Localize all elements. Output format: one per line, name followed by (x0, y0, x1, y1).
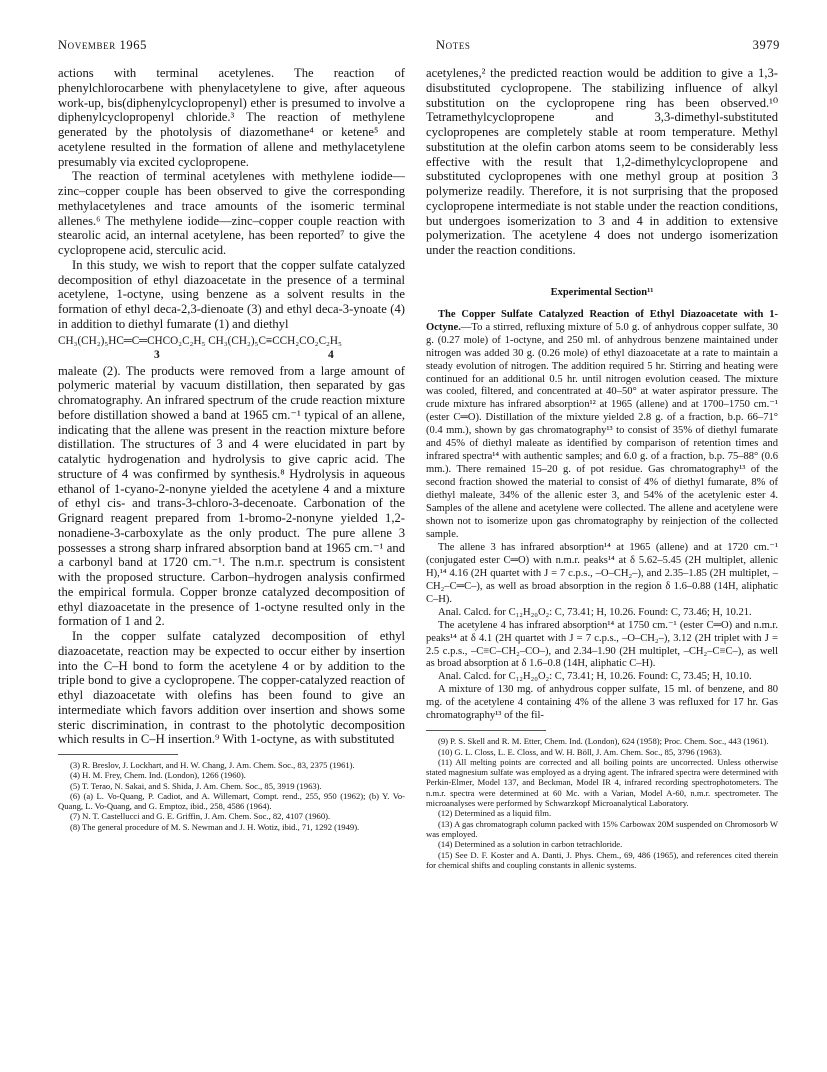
footnote: (5) T. Terao, N. Sakai, and S. Shida, J. Am. Chem. Soc., 85, 3919 (1963). (70, 780, 322, 791)
footnote: (14) Determined as a solution in carbon tetrachloride. (438, 839, 623, 850)
experimental-paragraph: The allene 3 has infrared absorption¹⁴ at 1965 (allene) and at 1720 cm.⁻¹ (conjugated ester C═O) with n.m.r. peaks¹⁴ at δ 5.62–5.45 (2H multiplet, allenic H),¹⁴ 4.16 (2H quartet with J = 7 c.p.s., –O–CH₂–), and 2.35–1.85 (2H multiplet, –CH₂–C═C–), as well as broad absorption in the region δ 1.6–0.88 (14H, aliphatic C–H). (426, 541, 778, 605)
experimental-text: —To a stirred, refluxing mixture of 5.0 g. of anhydrous copper sulfate, 30 g. (0.27 mole) of 1-octyne, and 250 ml. of anhydrous benzene maintained under nitrogen was added 30 g. (0.26 mole) of ethyl diazoacetate at a rate to maintain a steady evolution of nitrogen. The addition required 5 hr. Stirring and heating were continued for an additional 0.5 hr. until nitrogen evolution ceased. The mixture was cooled, filtered, and concentrated at 40–50° at water aspirator pressure. The crude mixture has infrared absorption¹² at 1965 (allene) and at 1700–1750 cm.⁻¹ (ester C═O). Distillation of the mixture yielded 2.8 g. of a fraction, b.p. 66–71° (0.4 mm.), shown by gas chromatography¹³ to consist of 35% of diethyl fumarate and 45% of diethyl maleate as identified by comparison of retention times and infrared spectra¹⁴ with authentic samples; and 6.0 g. of a fraction, b.p. 75–88° (0.6 mm.). There remained 15–20 g. of pot residue. Gas chromatography¹³ of the second fraction showed the material to consist of 4% of diethyl fumarate, 8% of diethyl maleate, 34% of the allenic ester 3, and 54% of the acetylenic ester 4. Samples of the allene and acetylene were collected. The allene and acetylene were shown not to isomerize upon gas chromatography by reinjection of the collected sample. (426, 321, 778, 540)
analysis-line: Anal. Calcd. for C₁₂H₂₀O₂: C, 73.41; H, 10.26. Found: C, 73.46; H, 10.21. (438, 606, 752, 618)
page-number: 3979 (752, 38, 780, 52)
header-section: Notes (436, 38, 471, 52)
footnote: (12) Determined as a liquid film. (438, 808, 552, 819)
compound-number-4: 4 (328, 348, 334, 361)
footnote: (7) N. T. Castellucci and G. E. Griffin, J. Am. Chem. Soc., 82, 4107 (1960). (70, 811, 331, 822)
body-paragraph: acetylenes,² the predicted reaction would be addition to give a 1,3-disubstituted cyclopropene. The stabilizing influence of alkyl substitution on the cyclopropene ring has been observed.¹⁰ Tetramethylcyclopropene and 3,3-dimethyl-substituted cyclopropenes are completely stable at room temperature. Methyl substitution at the olefin carbon atoms seem to be considerably less effective with the result that 1,2-dimethylcyclopropene and substituted cyclopropenes with one methyl group at position 3 polymerize readily. Therefore, it is not surprising that the proposed cyclopropene intermediate is not stable under the reaction conditions, but undergoes isomerization to 3 and 4 in addition to extensive polymerization. The acetylene 4 does not undergo isomerization under the reaction conditions. (426, 66, 778, 257)
body-paragraph: The reaction of terminal acetylenes with methylene iodide—zinc–copper couple has been observed to give the corresponding methylacetylenes and trace amounts of the isomeric terminal allenes.⁶ The methylene iodide—zinc–copper couple reaction with stearolic acid, an internal acetylene, has been reported⁷ to give the cyclopropene acid, sterculic acid. (58, 169, 405, 257)
footnote: (8) The general procedure of M. S. Newman and J. H. Wotiz, ibid., 71, 1292 (1949). (70, 821, 360, 832)
footnote: (4) H. M. Frey, Chem. Ind. (London), 1266 (1960). (70, 770, 246, 781)
left-column (58, 66, 405, 832)
body-paragraph: In this study, we wish to report that the copper sulfate catalyzed decomposition of ethyl diazoacetate in the presence of a terminal acetylene, 1-octyne, using benzene as a solvent results in the formation of ethyl deca-2,3-dienoate (3) and ethyl deca-3-ynoate (4) in addition to diethyl fumarate (1) and diethyl (58, 257, 405, 331)
footnote: (11) All melting points are corrected and all boiling points are uncorrected. Unless otherwise stated magnesium sulfate was employed as a drying agent. The infrared spectra were determined with Perkin-Elmer, Model 137, and Beckman, Model IR 4, infrared recording spectrophotometers. The n.m.r. spectra were determined at 60 Mc. with a Varian, Model A-60, n.m.r. spectrometer. The microanalyses were performed by Schwarzkopf Microanalytical Laboratory. (426, 756, 778, 809)
footnote: (6) (a) L. Vo-Quang, P. Cadiot, and A. Willemart, Compt. rend., 255, 950 (1962); (b) Y. Vo-Quang, L. Vo-Quang, and G. Emptoz, ibid., 258, 4586 (1964). (58, 790, 405, 812)
footnote: (15) See D. F. Koster and A. Danti, J. Phys. Chem., 69, 486 (1965), and references cited therein for chemical shifts and coupling constants in allenic systems. (426, 849, 778, 870)
experimental-paragraph: The acetylene 4 has infrared absorption¹⁴ at 1750 cm.⁻¹ (ester C═O) and n.m.r. peaks¹⁴ at δ 4.1 (2H quartet with J = 7 c.p.s., –O–CH₂–), 3.12 (2H triplet with J = 2.5 c.p.s., –C≡C–CH₂–CO–), and 2.34–1.90 (2H multiplet, –CH₂–C≡C–), as well as broad absorption at δ 1.6–0.8 (14H, aliphatic C–H). (426, 619, 778, 670)
run-in-heading: The Copper Sulfate Catalyzed Reaction of Ethyl Diazoacetate with 1-Octyne. (426, 308, 778, 333)
body-paragraph: actions with terminal acetylenes. The reaction of phenylchlorocarbene with phenylacetylene to give, after aqueous work-up, bis(diphenylcyclopropenyl) ether is presumed to involve a diphenylcyclopropenyl chloride.³ The reaction of methylene generated by the photolysis of diazomethane⁴ or ketene⁵ and acetylene resulted in the formation of allene and methylacetylene presumably via excited cyclopropene. (58, 66, 405, 169)
section-heading: Experimental Section¹¹ (550, 286, 654, 298)
body-paragraph: In the copper sulfate catalyzed decomposition of ethyl diazoacetate, reaction may be expected to occur either by insertion into the C–H bond to form the acetylene 4 or by addition to the triple bond to give a cyclopropene. The copper-catalyzed reaction of ethyl diazoacetate with olefins has been found to give an intermediate which favors addition over insertion and shows some steric discrimination, in contrast to the photolytic decomposition which results in C–H insertion.⁹ With 1-octyne, as with substituted (58, 629, 405, 747)
footnote: (10) G. L. Closs, L. E. Closs, and W. H. Böll, J. Am. Chem. Soc., 85, 3796 (1963). (438, 746, 722, 757)
experimental-paragraph: A mixture of 130 mg. of anhydrous copper sulfate, 15 ml. of benzene, and 80 mg. of the acetylene 4 containing 4% of the allene 3 was refluxed for 17 hr. Gas chromatography¹³ of the fil- (426, 684, 778, 722)
body-paragraph: maleate (2). The products were removed from a large amount of polymeric material by vacuum distillation, then separated by gas chromatography. An infrared spectrum of the crude reaction mixture before distillation showed a band at 1965 cm.⁻¹ typical of an allene, indicating that the allene was present in the reaction mixture before distillation. The structures of 3 and 4 were elucidated in part by catalytic hydrogenation and hydrolysis to give capric acid. The structure of 4 was confirmed by synthesis.⁸ Hydrolysis in aqueous ethanol of 1-cyano-2-nonyne yielded the acetylene 4 and a mixture of ethyl cis- and trans-3-chloro-3-decenoate. Carbonation of the Grignard reagent prepared from 1-bromo-2-nonyne yielded 1,2-nonadiene-3-carboxylate as the only product. The pure allene 3 possesses a strong sharp infrared absorption band at 1965 cm.⁻¹ and a carbonyl band at 1720 cm.⁻¹. The n.m.r. spectrum is consistent with the proposed structure. Carbon–hydrogen analysis confirmed the empirical formula. Copper bronze catalyzed decomposition of ethyl diazoacetate in the presence of 1-octyne resulted only in the formation of 1 and 2. (58, 363, 405, 629)
running-header (58, 38, 780, 56)
header-date: November 1965 (58, 38, 147, 52)
compound-number-3: 3 (154, 348, 160, 361)
footnote-divider (426, 730, 546, 731)
analysis-line: Anal. Calcd. for C₁₂H₂₀O₂: C, 73.41; H, 10.26. Found: C, 73.45; H, 10.10. (438, 671, 752, 683)
footnote: (3) R. Breslov, J. Lockhart, and H. W. Chang, J. Am. Chem. Soc., 83, 2375 (1961). (70, 760, 355, 770)
right-column (426, 66, 778, 870)
structural-formula: CH₃(CH₂)₅HC═C═CHCO₂C₂H₅ CH₃(CH₂)₅C≡CCH₂CO₂C₂H₅ (58, 334, 342, 347)
footnote-divider (58, 754, 178, 755)
footnote: (9) P. S. Skell and R. M. Etter, Chem. Ind. (London), 624 (1958); Proc. Chem. Soc., 443 (1961). (438, 736, 769, 747)
formula-numbers (58, 349, 405, 362)
experimental-paragraph (426, 309, 778, 542)
footnote: (13) A gas chromatograph column packed with 15% Carbowax 20M suspended on Chromosorb W was employed. (426, 818, 778, 839)
